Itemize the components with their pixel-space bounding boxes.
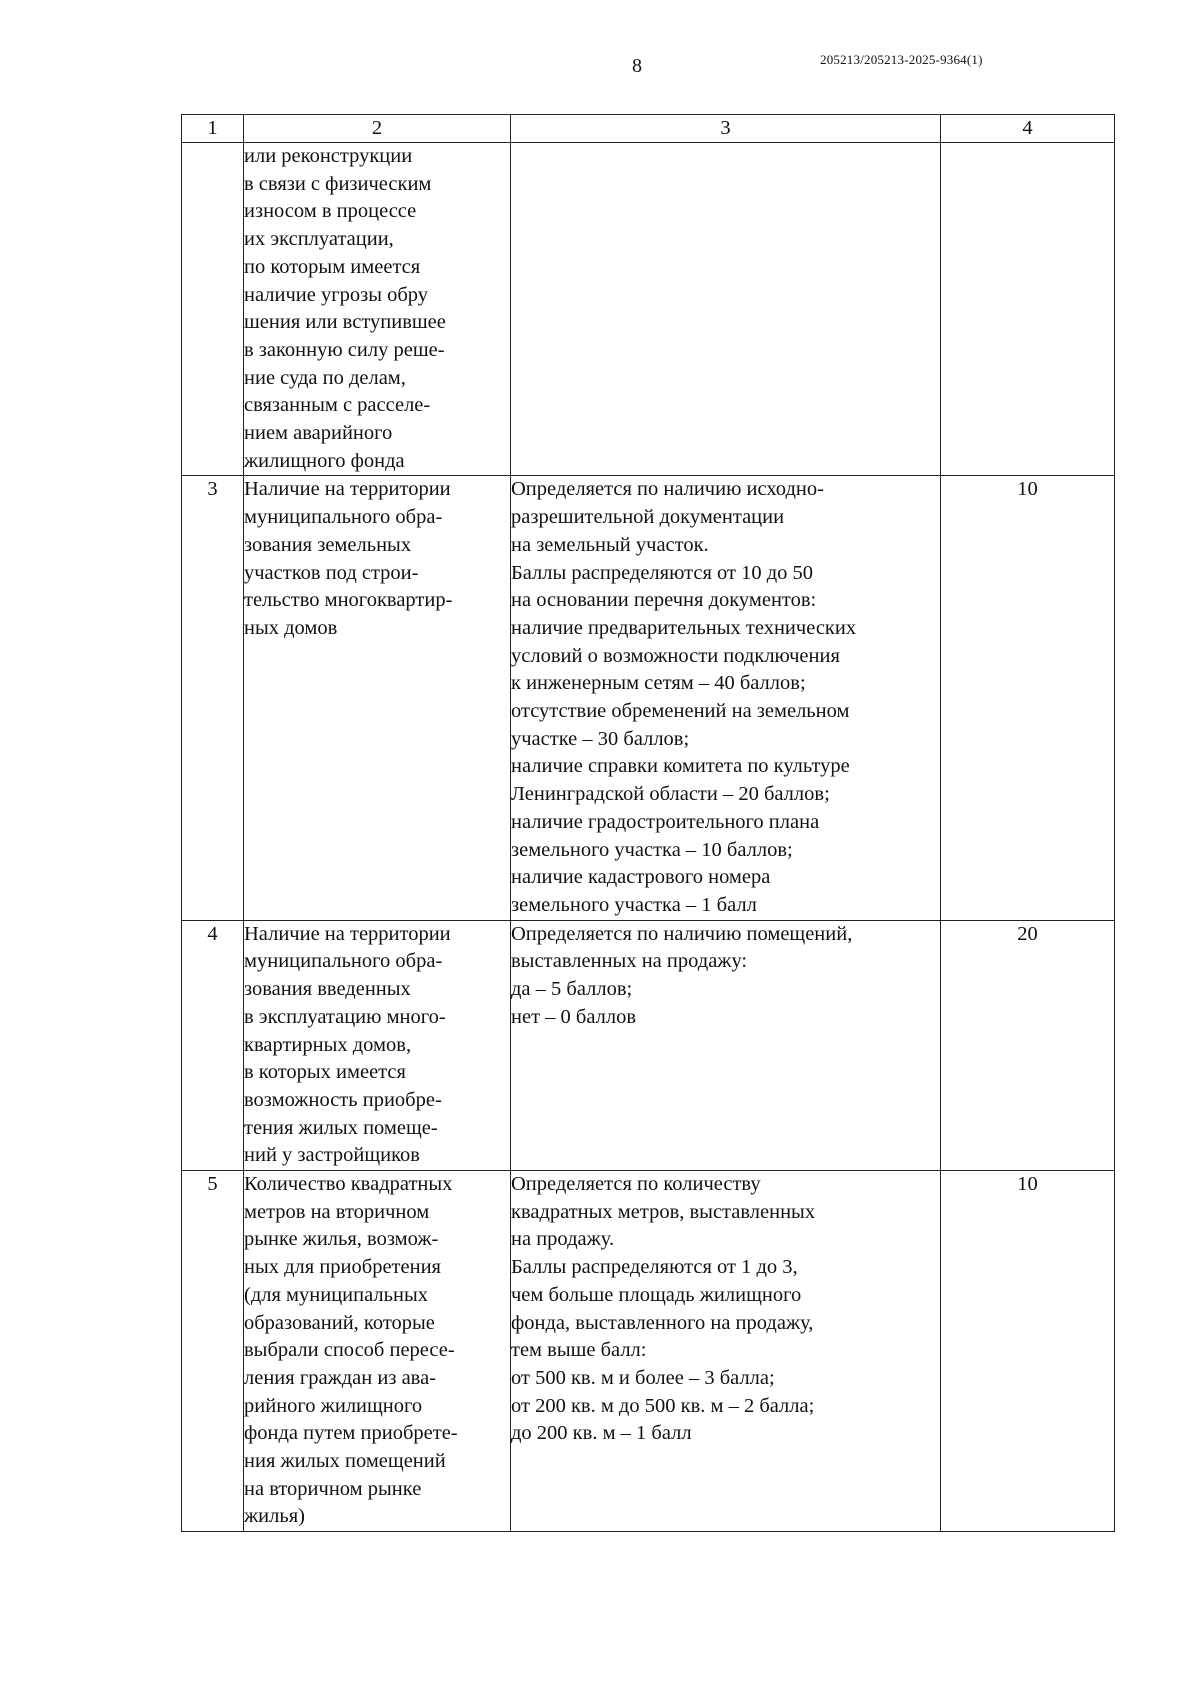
- criterion-line: Наличие на территории: [244, 478, 451, 501]
- header-row: [182, 115, 1115, 143]
- method-line: наличие градостроительного плана: [511, 810, 820, 833]
- criterion-line: ления граждан из ава-: [244, 1366, 436, 1389]
- criterion-line: жилищного фонда: [244, 449, 405, 472]
- method-line: Баллы распределяются от 1 до 3,: [511, 1256, 798, 1279]
- method-line: тем выше балл:: [511, 1339, 647, 1362]
- method-line: наличие кадастрового номера: [511, 866, 771, 889]
- method-line: наличие справки комитета по культуре: [511, 755, 850, 778]
- criterion-line: выбрали способ пересе-: [244, 1339, 455, 1362]
- criterion-line: или реконструкции: [244, 145, 413, 167]
- method-line: отсутствие обременений на земельном: [511, 700, 850, 723]
- points-cell: 20: [941, 920, 1115, 1170]
- criterion-line: связанным с расселе-: [244, 394, 431, 417]
- method-cell: [511, 1171, 941, 1532]
- criterion-line: рынке жилья, возмож-: [244, 1228, 439, 1251]
- method-line: до 200 кв. м – 1 балл: [511, 1422, 692, 1445]
- criterion-line: нием аварийного: [244, 422, 393, 445]
- criterion-line: шения или вступившее: [244, 311, 446, 334]
- method-line: на земельный участок.: [511, 533, 709, 556]
- row-number: 4: [182, 920, 244, 1170]
- criterion-line: износом в процессе: [244, 200, 417, 223]
- points-cell: 10: [941, 1171, 1115, 1532]
- criteria-table: [181, 114, 1115, 1532]
- criterion-line: фонда путем приобрете-: [244, 1422, 458, 1445]
- criterion-line: на вторичном рынке: [244, 1477, 422, 1500]
- table-row: [182, 476, 1115, 920]
- criterion-line: их эксплуатации,: [244, 228, 394, 251]
- criterion-line: тельство многоквартир-: [244, 589, 453, 612]
- criterion-line: метров на вторичном: [244, 1200, 430, 1223]
- method-line: выставленных на продажу:: [511, 950, 748, 973]
- criterion-line: возможность приобре-: [244, 1088, 442, 1111]
- method-line: участке – 30 баллов;: [511, 727, 690, 750]
- criterion-line: в которых имеется: [244, 1061, 406, 1084]
- method-cell: [511, 920, 941, 1170]
- criterion-line: наличие угрозы обру: [244, 283, 429, 306]
- criterion-line: квартирных домов,: [244, 1033, 412, 1056]
- method-cell: [511, 143, 941, 476]
- method-cell: [511, 476, 941, 920]
- criterion-line: по которым имеется: [244, 255, 421, 278]
- document-id: 205213/205213-2025-9364(1): [820, 52, 983, 67]
- table-row: [182, 1171, 1115, 1532]
- method-line: разрешительной документации: [511, 506, 785, 529]
- points-cell: [941, 143, 1115, 476]
- criterion-line: ных домов: [244, 616, 338, 639]
- row-number: 5: [182, 1171, 244, 1532]
- criterion-line: ний у застройщиков: [244, 1144, 420, 1167]
- criterion-line: участков под строи-: [244, 561, 419, 584]
- criterion-cell: [244, 476, 511, 920]
- column-number-2: 2: [244, 115, 511, 143]
- method-line: на основании перечня документов:: [511, 589, 817, 612]
- method-line: да – 5 баллов;: [511, 978, 633, 1001]
- row-number: 3: [182, 476, 244, 920]
- method-line: Ленинградской области – 20 баллов;: [511, 783, 830, 806]
- method-line: Определяется по наличию помещений,: [511, 922, 853, 945]
- criterion-line: ных для приобретения: [244, 1256, 441, 1279]
- column-number-1: 1: [182, 115, 244, 143]
- criterion-cell: [244, 920, 511, 1170]
- criterion-line: образований, которые: [244, 1311, 435, 1334]
- table-row: [182, 143, 1115, 476]
- criterion-line: тения жилых помеще-: [244, 1116, 438, 1139]
- criterion-line: Наличие на территории: [244, 922, 451, 945]
- method-line: нет – 0 баллов: [511, 1005, 637, 1028]
- criterion-line: зования земельных: [244, 533, 412, 556]
- criterion-line: жилья): [244, 1505, 305, 1528]
- points-cell: 10: [941, 476, 1115, 920]
- criterion-line: Количество квадратных: [244, 1173, 453, 1196]
- method-line: чем больше площадь жилищного: [511, 1283, 802, 1306]
- criterion-line: ние суда по делам,: [244, 366, 406, 389]
- method-line: от 200 кв. м до 500 кв. м – 2 балла;: [511, 1394, 815, 1417]
- criterion-cell: [244, 143, 511, 476]
- method-line: Баллы распределяются от 10 до 50: [511, 561, 813, 584]
- criterion-line: муниципального обра-: [244, 950, 443, 973]
- method-line: на продажу.: [511, 1228, 615, 1251]
- criterion-line: ния жилых помещений: [244, 1450, 446, 1473]
- page-number: 8: [632, 55, 642, 77]
- criterion-line: зования введенных: [244, 978, 411, 1001]
- method-line: Определяется по количеству: [511, 1173, 761, 1196]
- method-line: фонда, выставленного на продажу,: [511, 1311, 814, 1334]
- column-number-3: 3: [511, 115, 941, 143]
- row-number: [182, 143, 244, 476]
- criterion-line: муниципального обра-: [244, 506, 443, 529]
- method-line: земельного участка – 10 баллов;: [511, 838, 793, 861]
- criterion-line: (для муниципальных: [244, 1283, 428, 1306]
- method-line: Определяется по наличию исходно-: [511, 478, 824, 501]
- method-line: земельного участка – 1 балл: [511, 893, 757, 916]
- criterion-line: рийного жилищного: [244, 1394, 423, 1417]
- criterion-line: в связи с физическим: [244, 172, 432, 195]
- method-line: наличие предварительных технических: [511, 616, 857, 639]
- method-line: от 500 кв. м и более – 3 балла;: [511, 1366, 775, 1389]
- table-row: [182, 920, 1115, 1170]
- criterion-line: в эксплуатацию много-: [244, 1005, 446, 1028]
- method-line: квадратных метров, выставленных: [511, 1200, 816, 1223]
- method-line: условий о возможности подключения: [511, 644, 840, 667]
- criterion-line: в законную силу реше-: [244, 338, 445, 361]
- criteria-table-body: [182, 115, 1115, 1532]
- method-line: к инженерным сетям – 40 баллов;: [511, 672, 806, 695]
- criterion-cell: [244, 1171, 511, 1532]
- column-number-4: 4: [941, 115, 1115, 143]
